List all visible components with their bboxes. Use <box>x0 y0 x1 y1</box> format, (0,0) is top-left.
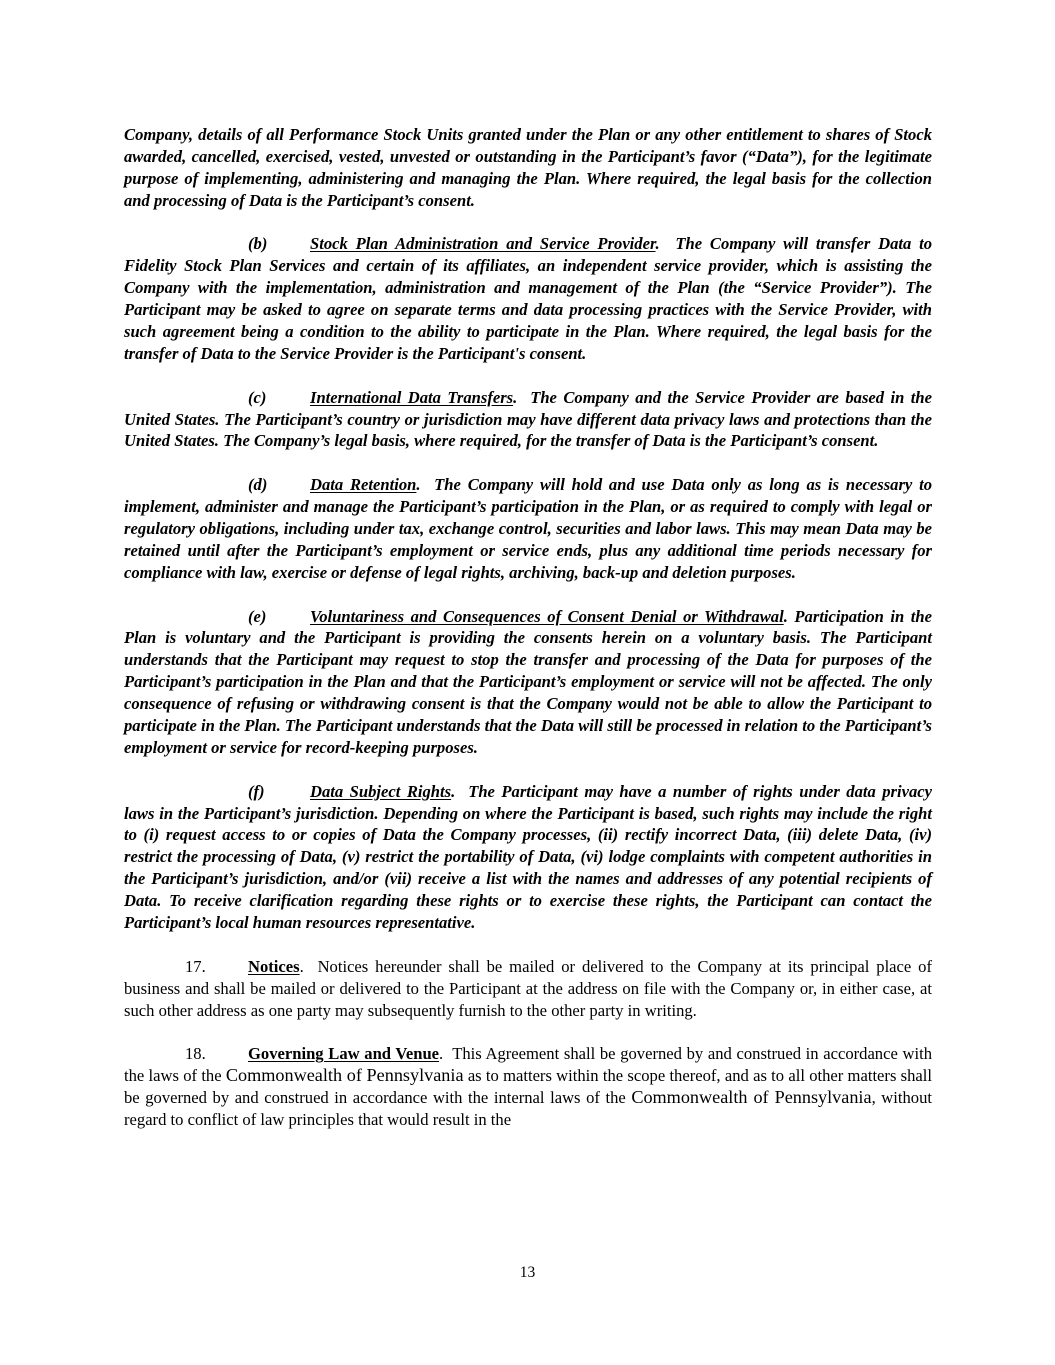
subsection-body: The Company and the Service Provider are based in the United States. The Participant’s country or jurisdiction may have different data privacy laws and protections than the United States. The Company’s legal basis, where required, for the transfer of Data is the Participant’s consent. <box>124 387 932 451</box>
subsection-e: (e) Voluntariness and Consequences of Consent Denial or Withdrawal. Participation in the Plan is voluntary and the Participant is providing the consents herein on a voluntary basis. The Participant understands that the Participant may request to stop the transfer and processing of the Data for purposes of the Participant’s participation in the Plan and that the Participant’s employment or service will not be affected. The only consequence of refusing or withdrawing consent is that the Company would not be able to allow the Participant to participate in the Plan. The Participant understands that the Data will still be processed in relation to the Participant’s employment or service for record-keeping purposes. <box>124 606 932 757</box>
subsection-label: (f) <box>248 781 265 801</box>
section-18-governing-law: 18. Governing Law and Venue. This Agreement shall be governed by and construed in accordance with the laws of the Commonwealth of Pennsylvania as to matters within the scope thereof, and as to all other matters shall be governed by and construed in accordance with the internal laws of the Commonwealth of Pennsylvania, without regard to conflict of law principles that would result in the <box>124 1044 933 1130</box>
subsection-b: (b) Stock Plan Administration and Service Provider. The Company will transfer Data to Fidelity Stock Plan Services and certain of its affiliates, an independent service provider, which is assisting the Company with the implementation, administration and management of the Plan (the “Service Provider”). The Participant may be asked to agree on separate terms and data processing practices with the Service Provider, with such agreement being a condition to the ability to participate in the Plan. Where required, the legal basis for the transfer of Data to the Service Provider is the Participant's consent. <box>124 234 933 363</box>
subsection-body: The Company will hold and use Data only as long as is necessary to implement, administer and manage the Participant’s participation in the Plan, or as required to comply with legal or regulatory obligations, including under tax, exchange control, securities and labor laws. This may mean Data may be retained until after the Participant’s employment or service ends, plus any additional time periods necessary for compliance with law, exercise or defense of legal rights, archiving, back-up and deletion purposes. <box>124 475 933 582</box>
section-17-notices: 17. Notices. Notices hereunder shall be mailed or delivered to the Company at its principal place of business and shall be mailed or delivered to the Participant at the address on file with the Company or, in either case, at such other address as one party may subsequently furnish to the other party in writing. <box>124 956 932 1020</box>
subsection-heading: Voluntariness and Consequences of Consent Denial or Withdrawal <box>310 606 784 626</box>
section-heading: Governing Law and Venue <box>248 1044 440 1064</box>
section-number: 18. <box>185 1044 206 1064</box>
subsection-heading: International Data Transfers <box>310 387 514 407</box>
section-body: Notices hereunder shall be mailed or delivered to the Company at its principal place of business and shall be mailed or delivered to the Participant at the address on file with the Company or, in either case, at such other address as one party may subsequently furnish to the other party in writing. <box>124 956 932 1020</box>
subsection-heading: Data Retention <box>310 475 417 495</box>
subsection-label: (e) <box>248 606 267 626</box>
intro-paragraph: Company, details of all Performance Stock Units granted under the Plan or any other entitlement to shares of Stock awarded, cancelled, exercised, vested, unvested or outstanding in the Participant’s favor (“Data”), for the legitimate purpose of implementing, administering and managing the Plan. Where required, the legal basis for the collection and processing of Data is the Participant’s consent. <box>124 125 932 210</box>
subsection-d: (d) Data Retention. The Company will hold and use Data only as long as is necessary to implement, administer and manage the Participant’s participation in the Plan, or as required to comply with legal or regulatory obligations, including under tax, exchange control, securities and labor laws. This may mean Data may be retained until after the Participant’s employment or service ends, plus any additional time periods necessary for compliance with law, exercise or defense of legal rights, archiving, back-up and deletion purposes. <box>124 475 933 582</box>
section-body: This Agreement shall be governed by and construed in accordance with the laws of the <box>124 1044 932 1086</box>
subsection-heading: Data Subject Rights <box>310 781 452 801</box>
section-number: 17. <box>185 956 206 976</box>
subsection-heading: Stock Plan Administration and Service Provider <box>310 234 656 254</box>
subsection-label: (d) <box>248 475 268 495</box>
section-body: as to matters within the scope thereof, and as to all other matters shall be governed by and construed in accordance with the internal laws of the <box>124 1066 933 1108</box>
page-number: 13 <box>519 1264 536 1281</box>
subsection-label: (b) <box>248 234 268 254</box>
section-body: , without regard to conflict of law principles that would result in the <box>124 1088 932 1130</box>
document-page <box>124 124 932 1153</box>
subsection-body: The Participant may have a number of rights under data privacy laws in the Participant’s jurisdiction. Depending on where the Participant is based, such rights may include the right to (i) request access to or copies of Data the Company processes, (ii) rectify incorrect Data, (iii) delete Data, (iv) restrict the processing of Data, (v) restrict the portability of Data, (vi) lodge complaints with competent authorities in the Participant’s jurisdiction, and/or (vii) receive a list with the names and addresses of any potential recipients of Data. To receive clarification regarding these rights or to exercise these rights, the Participant can contact the Participant’s local human resources representative. <box>124 781 932 933</box>
state-name: Commonwealth of Pennsylvania <box>631 1087 872 1108</box>
subsection-label: (c) <box>248 387 267 407</box>
section-heading: Notices <box>248 956 300 976</box>
subsection-c: (c) International Data Transfers. The Company and the Service Provider are based in the United States. The Participant’s country or jurisdiction may have different data privacy laws and protections than the United States. The Company’s legal basis, where required, for the transfer of Data is the Participant’s consent. <box>124 387 932 451</box>
subsection-body: Participation in the Plan is voluntary and the Participant is providing the consents herein on a voluntary basis. The Participant understands that the Participant may request to stop the transfer and processing of the Data for purposes of the Participant’s participation in the Plan and that the Participant’s employment or service will not be affected. The only consequence of refusing or withdrawing consent is that the Company would not be able to allow the Participant to participate in the Plan. The Participant understands that the Data will still be processed in relation to the Participant’s employment or service for record-keeping purposes. <box>124 606 932 757</box>
state-name: Commonwealth of Pennsylvania <box>225 1065 464 1086</box>
subsection-body: The Company will transfer Data to Fidelity Stock Plan Services and certain of its affiliates, an independent service provider, which is assisting the Company with the implementation, administration and management of the Plan (the “Service Provider”). The Participant may be asked to agree on separate terms and data processing practices with the Service Provider, with such agreement being a condition to the ability to participate in the Plan. Where required, the legal basis for the transfer of Data to the Service Provider is the Participant's consent. <box>124 234 933 363</box>
subsection-f: (f) Data Subject Rights. The Participant may have a number of rights under data privacy laws in the Participant’s jurisdiction. Depending on where the Participant is based, such rights may include the right to (i) request access to or copies of Data the Company processes, (ii) rectify incorrect Data, (iii) delete Data, (iv) restrict the processing of Data, (v) restrict the portability of Data, (vi) lodge complaints with competent authorities in the Participant’s jurisdiction, and/or (vii) receive a list with the names and addresses of any potential recipients of Data. To receive clarification regarding these rights or to exercise these rights, the Participant can contact the Participant’s local human resources representative. <box>124 781 932 933</box>
